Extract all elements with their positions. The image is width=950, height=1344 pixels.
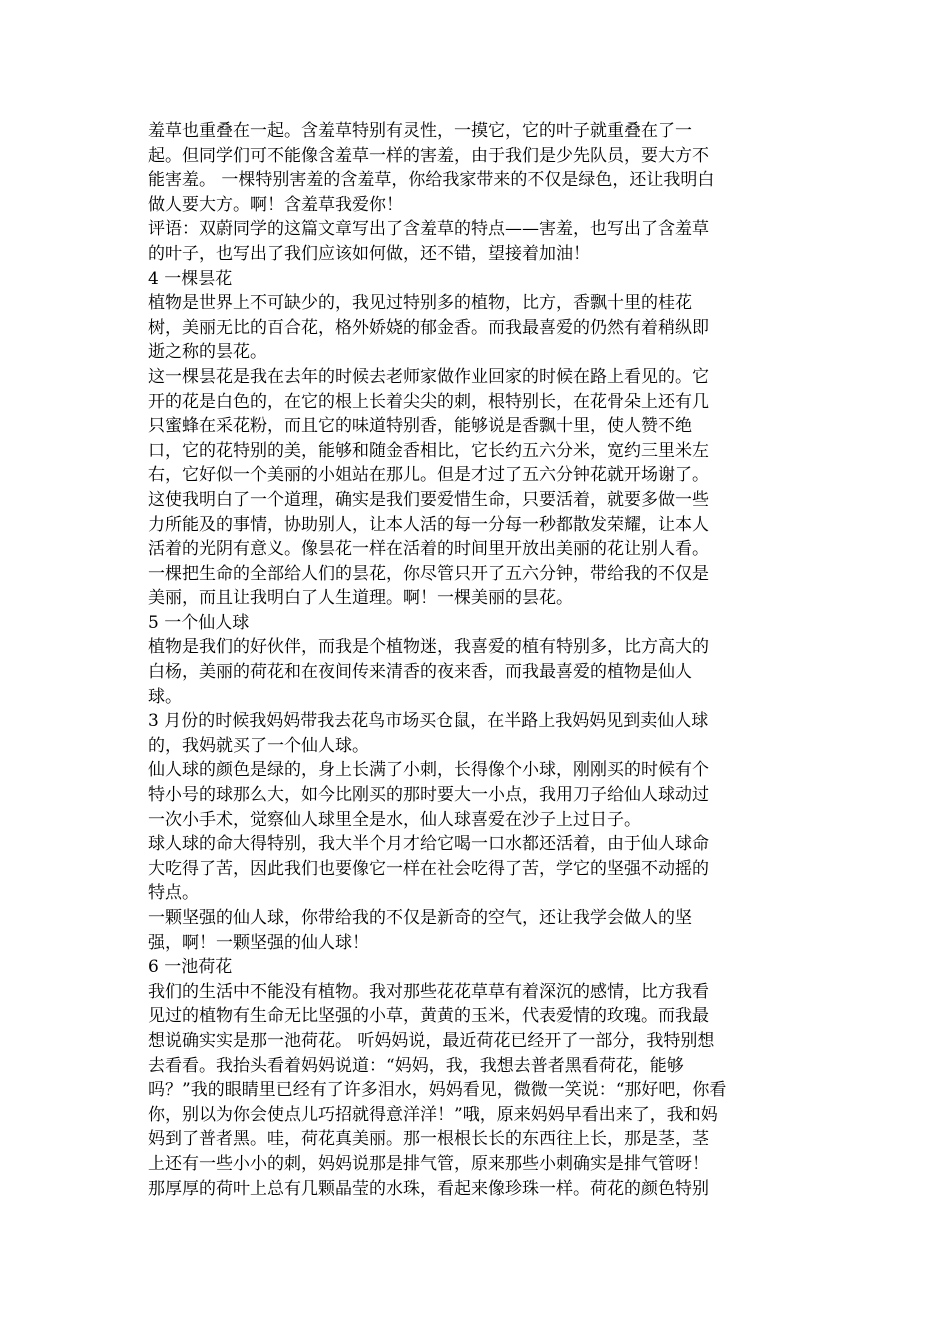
text-line: 羞草也重叠在一起。含羞草特别有灵性，一摸它，它的叶子就重叠在了一 (148, 121, 692, 141)
text-line: 大吃得了苦，因此我们也要像它一样在社会吃得了苦，学它的坚强不动摇的 (148, 858, 709, 879)
section-heading: 6 一池荷花 (148, 957, 233, 978)
text-line: 一次小手术，觉察仙人球里全是水，仙人球喜爱在沙子上过日子。 (148, 809, 641, 830)
text-line: 仙人球的颜色是绿的，身上长满了小刺，长得像个小球，刚刚买的时候有个 (148, 760, 709, 781)
section-heading: 5 一个仙人球 (148, 612, 250, 633)
text-line: 口，它的花特别的美，能够和随金香相比，它长约五六分米，宽约三里米左 (148, 440, 709, 461)
text-line: 树，美丽无比的百合花，格外娇娆的郁金香。而我最喜爱的仍然有着稍纵即 (148, 317, 709, 338)
section-heading: 4 一棵昙花 (148, 268, 233, 289)
text-line: 特点。 (148, 883, 199, 904)
text-line: 美丽，而且让我明白了人生道理。啊！一棵美丽的昙花。 (148, 588, 573, 609)
text-line: 我们的生活中不能没有植物。我对那些花花草草有着深沉的感情，比方我看 (148, 981, 709, 1002)
comment-line: 评语：双蔚同学的这篇文章写出了含羞草的特点——害羞，也写出了含羞草 (148, 219, 709, 240)
text-line: 这一棵昙花是我在去年的时候去老师家做作业回家的时候在路上看见的。它 (148, 366, 709, 387)
text-line: 右，它好似一个美丽的小姐站在那儿。但是才过了五六分钟花就开场谢了。 (148, 465, 709, 486)
text-line: 只蜜蜂在采花粉，而且它的味道特别香，能够说是香飘十里，使人赞不绝 (148, 416, 692, 437)
text-line: 见过的植物有生命无比坚强的小草，黄黄的玉米，代表爱情的玫瑰。而我最 (148, 1006, 709, 1027)
text-line: 做人要大方。啊！含羞草我爱你！ (148, 194, 403, 215)
text-line: 一棵把生命的全部给人们的昙花，你尽管只开了五六分钟，带给我的不仅是 (148, 563, 709, 584)
text-line: 植物是我们的好伙伴，而我是个植物迷，我喜爱的植有特别多，比方高大的 (148, 637, 709, 658)
text-line: 球人球的命大得特别，我大半个月才给它喝一口水都还活着，由于仙人球命 (148, 834, 709, 855)
text-line: 球。 (148, 686, 182, 707)
text-line: 那厚厚的荷叶上总有几颗晶莹的水珠，看起来像珍珠一样。荷花的颜色特别 (148, 1178, 709, 1199)
text-line: 这使我明白了一个道理，确实是我们要爱惜生命，只要活着，就要多做一些 (148, 489, 709, 510)
text-line: 特小号的球那么大，如今比刚买的那时要大一小点，我用刀子给仙人球动过 (148, 785, 709, 806)
text-line: 逝之称的昙花。 (148, 342, 267, 363)
text-line: 想说确实实是那一池荷花。 听妈妈说，最近荷花已经开了一部分，我特别想 (148, 1030, 715, 1051)
text-line: 上还有一些小小的刺，妈妈说那是排气管，原来那些小刺确实是排气管呀！ (148, 1153, 709, 1174)
text-line: 一颗坚强的仙人球，你带给我的不仅是新奇的空气，还让我学会做人的坚 (148, 908, 692, 928)
text-line: 3 月份的时候我妈妈带我去花鸟市场买仓鼠，在半路上我妈妈见到卖仙人球 (148, 711, 709, 732)
text-line: 力所能及的事情，协助别人，让本人活的每一分每一秒都散发荣耀，让本人 (148, 514, 709, 535)
document-page (148, 119, 808, 1201)
comment-line: 的叶子，也写出了我们应该如何做，还不错，望接着加油！ (148, 243, 590, 264)
text-line: 植物是世界上不可缺少的，我见过特别多的植物，比方，香飘十里的桂花 (148, 293, 692, 314)
text-line: 妈到了普者黑。哇，荷花真美丽。那一根根长长的东西往上长，那是茎，茎 (148, 1129, 709, 1150)
text-line: 能害羞。 一棵特别害羞的含羞草，你给我家带来的不仅是绿色，还让我明白 (148, 170, 715, 191)
text-line: 强，啊！一颗坚强的仙人球！ (148, 932, 369, 953)
text-line: 活着的光阴有意义。像昙花一样在活着的时间里开放出美丽的花让别人看。 (148, 539, 709, 560)
text-line: 白杨，美丽的荷花和在夜间传来清香的夜来香，而我最喜爱的植物是仙人 (148, 662, 692, 683)
text-line: 的，我妈就买了一个仙人球。 (148, 735, 369, 756)
text-line: 开的花是白色的，在它的根上长着尖尖的刺，根特别长，在花骨朵上还有几 (148, 391, 709, 412)
text-line: 去看看。我抬头看着妈妈说道：“妈妈，我，我想去普者黑看荷花，能够 (148, 1055, 684, 1076)
text-line: 你，别以为你会使点儿巧招就得意洋洋！”哦，原来妈妈早看出来了，我和妈 (148, 1104, 718, 1125)
text-line: 吗？”我的眼睛里已经有了许多泪水，妈妈看见，微微一笑说：“那好吧，你看 (148, 1080, 727, 1101)
text-line: 起。但同学们可不能像含羞草一样的害羞，由于我们是少先队员，要大方不 (148, 145, 709, 166)
